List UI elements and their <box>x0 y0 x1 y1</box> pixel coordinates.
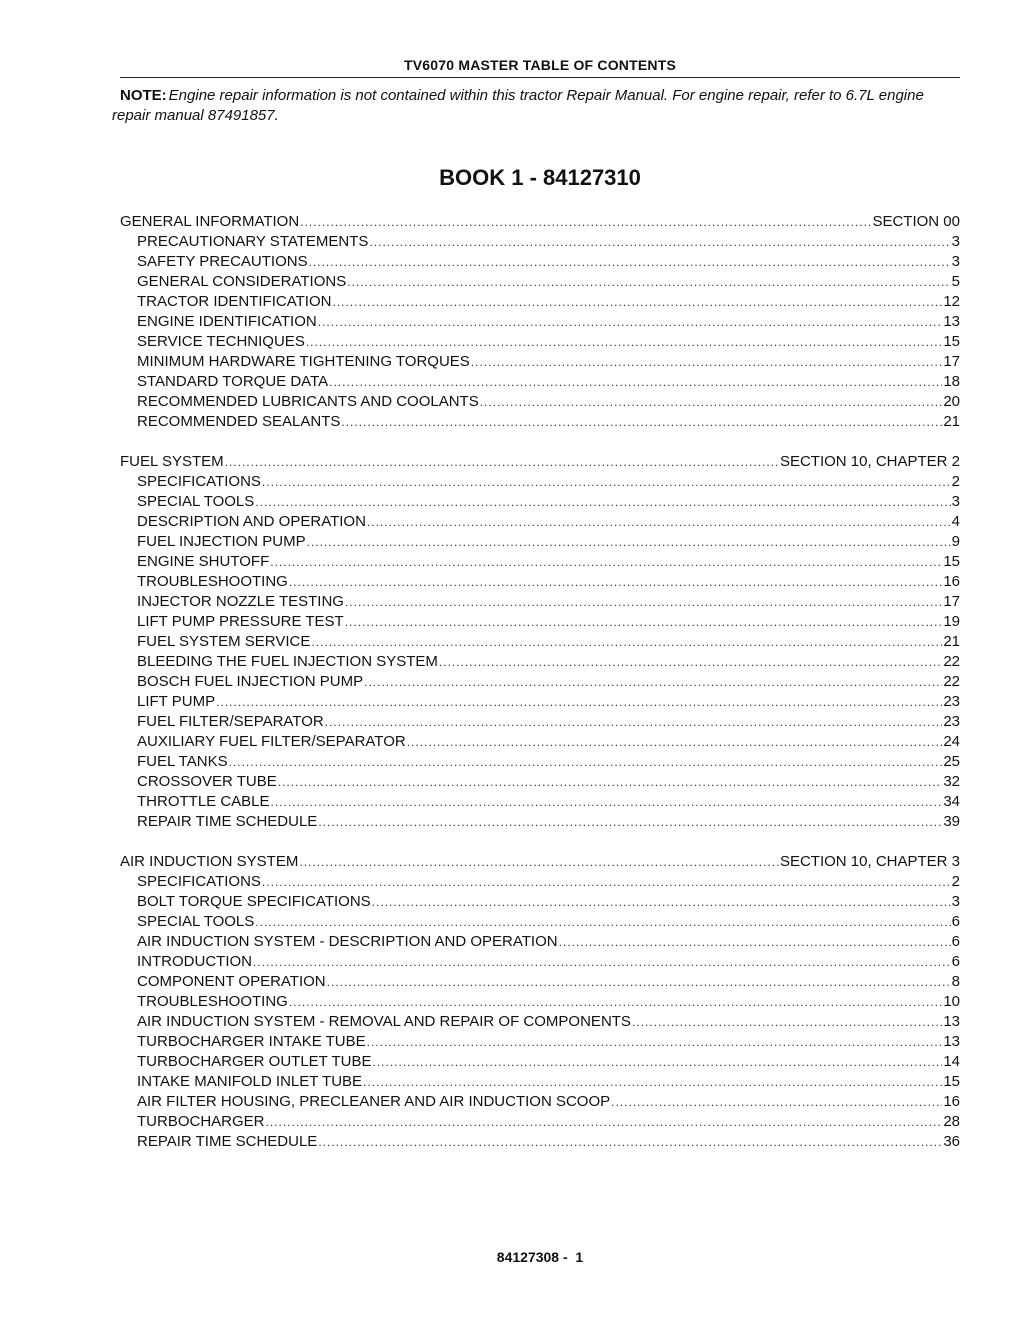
dot-leader <box>480 392 943 412</box>
toc-entry-title: GENERAL CONSIDERATIONS <box>137 273 347 290</box>
toc-entry-page: 6 <box>951 913 960 930</box>
toc-entry[interactable] <box>120 692 960 712</box>
toc-entry-title: BOLT TORQUE SPECIFICATIONS <box>137 893 371 910</box>
dot-leader <box>253 952 951 972</box>
toc-entry[interactable] <box>120 232 960 252</box>
dot-leader <box>255 912 950 932</box>
toc-entry-title: RECOMMENDED SEALANTS <box>137 413 341 430</box>
toc-entry-title: FUEL SYSTEM SERVICE <box>137 633 311 650</box>
dot-leader <box>407 732 943 752</box>
dot-leader <box>332 292 942 312</box>
toc-entry[interactable] <box>120 712 960 732</box>
toc-entry-page: 4 <box>951 513 960 530</box>
dot-leader <box>289 992 942 1012</box>
toc-entry-title: THROTTLE CABLE <box>137 793 270 810</box>
toc-section-heading[interactable] <box>120 852 960 872</box>
dot-leader <box>266 1112 943 1132</box>
dot-leader <box>364 672 942 692</box>
toc-section-title: GENERAL INFORMATION <box>120 213 300 230</box>
toc-entry[interactable] <box>120 872 960 892</box>
toc-entry-page: 2 <box>951 873 960 890</box>
toc-entry[interactable] <box>120 352 960 372</box>
toc-entry[interactable] <box>120 772 960 792</box>
toc-entry-title: COMPONENT OPERATION <box>137 973 326 990</box>
toc-entry[interactable] <box>120 332 960 352</box>
toc-entry-title: CROSSOVER TUBE <box>137 773 277 790</box>
toc-entry[interactable] <box>120 972 960 992</box>
toc-entry-page: 24 <box>943 733 960 750</box>
toc-entry-title: REPAIR TIME SCHEDULE <box>137 813 318 830</box>
toc-entry[interactable] <box>120 632 960 652</box>
toc-entry-title: FUEL TANKS <box>137 753 228 770</box>
dot-leader <box>270 552 942 572</box>
toc-entry[interactable] <box>120 532 960 552</box>
dot-leader <box>345 612 943 632</box>
toc-entry-page: 39 <box>943 813 960 830</box>
dot-leader <box>216 692 942 712</box>
toc-entry[interactable] <box>120 1112 960 1132</box>
dot-leader <box>255 492 950 512</box>
toc-entry-page: 2 <box>951 473 960 490</box>
toc-entry[interactable] <box>120 252 960 272</box>
toc-entry-title: INJECTOR NOZZLE TESTING <box>137 593 344 610</box>
toc-entry-page: 12 <box>943 293 960 310</box>
toc-entry[interactable] <box>120 912 960 932</box>
toc-entry-title: TURBOCHARGER INTAKE TUBE <box>137 1033 366 1050</box>
dot-leader <box>318 812 942 832</box>
toc-entry-title: SERVICE TECHNIQUES <box>137 333 305 350</box>
toc-entry-page: 13 <box>943 313 960 330</box>
toc-section-ref: SECTION 10, CHAPTER 3 <box>779 853 960 870</box>
toc-entry-title: ENGINE SHUTOFF <box>137 553 270 570</box>
toc-entry-page: 8 <box>951 973 960 990</box>
toc-entry-page: 16 <box>943 1093 960 1110</box>
dot-leader <box>367 512 951 532</box>
toc-entry-title: SPECIFICATIONS <box>137 473 261 490</box>
dot-leader <box>345 592 942 612</box>
dot-leader <box>307 532 951 552</box>
toc-entry-title: SAFETY PRECAUTIONS <box>137 253 308 270</box>
dot-leader <box>300 212 871 232</box>
dot-leader <box>229 752 943 772</box>
toc-entry-page: 3 <box>951 493 960 510</box>
toc-entry-page: 32 <box>943 773 960 790</box>
toc-entry-title: FUEL FILTER/SEPARATOR <box>137 713 324 730</box>
toc-entry-title: REPAIR TIME SCHEDULE <box>137 1133 318 1150</box>
dot-leader <box>311 632 942 652</box>
toc-entry-page: 25 <box>943 753 960 770</box>
page-footer-number: 84127308 - 1 <box>496 1249 584 1265</box>
toc-entry-page: 17 <box>943 593 960 610</box>
toc-entry[interactable] <box>120 992 960 1012</box>
toc-entry[interactable] <box>120 1072 960 1092</box>
toc-entry-title: SPECIAL TOOLS <box>137 493 255 510</box>
dot-leader <box>278 772 943 792</box>
table-of-contents <box>120 212 960 1172</box>
toc-entry-title: TURBOCHARGER OUTLET TUBE <box>137 1053 372 1070</box>
toc-entry[interactable] <box>120 892 960 912</box>
toc-entry-page: 5 <box>951 273 960 290</box>
toc-entry-title: LIFT PUMP PRESSURE TEST <box>137 613 344 630</box>
dot-leader <box>341 412 942 432</box>
toc-entry-title: RECOMMENDED LUBRICANTS AND COOLANTS <box>137 393 479 410</box>
toc-entry[interactable] <box>120 592 960 612</box>
toc-entry-page: 34 <box>943 793 960 810</box>
dot-leader <box>289 572 942 592</box>
toc-entry-page: 16 <box>943 573 960 590</box>
toc-entry-page: 17 <box>943 353 960 370</box>
toc-entry-page: 10 <box>943 993 960 1010</box>
toc-section-heading[interactable] <box>120 212 960 232</box>
toc-entry[interactable] <box>120 1132 960 1152</box>
toc-entry[interactable] <box>120 652 960 672</box>
toc-entry[interactable] <box>120 472 960 492</box>
dot-leader <box>262 872 951 892</box>
toc-entry-title: TROUBLESHOOTING <box>137 993 288 1010</box>
toc-section-heading[interactable] <box>120 452 960 472</box>
dot-leader <box>318 312 943 332</box>
dot-leader <box>369 232 950 252</box>
toc-entry-page: 36 <box>943 1133 960 1150</box>
toc-entry[interactable] <box>120 952 960 972</box>
dot-leader <box>318 1132 942 1152</box>
toc-entry-page: 19 <box>943 613 960 630</box>
toc-entry[interactable] <box>120 672 960 692</box>
dot-leader <box>327 972 951 992</box>
toc-entry-page: 15 <box>943 553 960 570</box>
dot-leader <box>439 652 942 672</box>
toc-entry-title: FUEL INJECTION PUMP <box>137 533 306 550</box>
toc-entry-title: LIFT PUMP <box>137 693 216 710</box>
toc-entry-title: MINIMUM HARDWARE TIGHTENING TORQUES <box>137 353 470 370</box>
toc-entry[interactable] <box>120 372 960 392</box>
dot-leader <box>329 372 942 392</box>
toc-entry[interactable] <box>120 1052 960 1072</box>
toc-entry-page: 3 <box>951 233 960 250</box>
book-title: BOOK 1 - 84127310 <box>439 165 641 190</box>
toc-entry[interactable] <box>120 312 960 332</box>
engine-repair-note <box>112 86 962 126</box>
toc-entry[interactable] <box>120 732 960 752</box>
toc-entry-page: 14 <box>943 1053 960 1070</box>
toc-entry[interactable] <box>120 572 960 592</box>
toc-entry-title: TURBOCHARGER <box>137 1113 265 1130</box>
toc-entry-title: PRECAUTIONARY STATEMENTS <box>137 233 369 250</box>
dot-leader <box>363 1072 942 1092</box>
toc-entry-title: DESCRIPTION AND OPERATION <box>137 513 366 530</box>
toc-entry-page: 3 <box>951 253 960 270</box>
dot-leader <box>299 852 779 872</box>
toc-section-ref: SECTION 10, CHAPTER 2 <box>779 453 960 470</box>
toc-entry-title: BLEEDING THE FUEL INJECTION SYSTEM <box>137 653 438 670</box>
toc-entry[interactable] <box>120 1092 960 1112</box>
toc-entry-page: 22 <box>943 653 960 670</box>
toc-entry[interactable] <box>120 812 960 832</box>
toc-entry-title: STANDARD TORQUE DATA <box>137 373 329 390</box>
toc-section-general-information <box>120 212 960 432</box>
toc-entry-title: INTRODUCTION <box>137 953 252 970</box>
toc-entry[interactable] <box>120 612 960 632</box>
toc-entry-title: AIR FILTER HOUSING, PRECLEANER AND AIR INDUCTION SCOOP <box>137 1093 611 1110</box>
dot-leader <box>632 1012 942 1032</box>
dot-leader <box>372 892 951 912</box>
toc-entry[interactable] <box>120 1012 960 1032</box>
toc-entry[interactable] <box>120 292 960 312</box>
toc-entry-page: 20 <box>943 393 960 410</box>
toc-entry-page: 6 <box>951 933 960 950</box>
toc-entry-page: 15 <box>943 333 960 350</box>
header-divider <box>120 77 960 78</box>
toc-section-fuel-system <box>120 452 960 832</box>
dot-leader <box>325 712 943 732</box>
toc-entry-title: TRACTOR IDENTIFICATION <box>137 293 332 310</box>
toc-entry-title: TROUBLESHOOTING <box>137 573 288 590</box>
dot-leader <box>611 1092 942 1112</box>
toc-entry-page: 21 <box>943 413 960 430</box>
page-header-title: TV6070 MASTER TABLE OF CONTENTS <box>404 57 676 73</box>
dot-leader <box>262 472 951 492</box>
dot-leader <box>271 792 943 812</box>
dot-leader <box>367 1032 943 1052</box>
toc-entry-title: INTAKE MANIFOLD INLET TUBE <box>137 1073 363 1090</box>
toc-entry-page: 23 <box>943 693 960 710</box>
toc-entry-page: 15 <box>943 1073 960 1090</box>
toc-entry[interactable] <box>120 752 960 772</box>
toc-entry-title: SPECIFICATIONS <box>137 873 261 890</box>
toc-entry-page: 18 <box>943 373 960 390</box>
toc-entry-page: 9 <box>951 533 960 550</box>
toc-entry-page: 3 <box>951 893 960 910</box>
dot-leader <box>559 932 951 952</box>
toc-entry-page: 23 <box>943 713 960 730</box>
toc-entry-page: 28 <box>943 1113 960 1130</box>
toc-entry-title: AIR INDUCTION SYSTEM - REMOVAL AND REPAIR OF COMPONENTS <box>137 1013 631 1030</box>
toc-entry-page: 13 <box>943 1033 960 1050</box>
toc-entry-title: AUXILIARY FUEL FILTER/SEPARATOR <box>137 733 406 750</box>
dot-leader <box>225 452 779 472</box>
toc-entry-title: AIR INDUCTION SYSTEM - DESCRIPTION AND OPERATION <box>137 933 558 950</box>
toc-entry[interactable] <box>120 272 960 292</box>
toc-entry[interactable] <box>120 392 960 412</box>
dot-leader <box>347 272 950 292</box>
toc-entry-page: 22 <box>943 673 960 690</box>
toc-section-title: AIR INDUCTION SYSTEM <box>120 853 299 870</box>
toc-entry-title: SPECIAL TOOLS <box>137 913 255 930</box>
toc-entry-title: BOSCH FUEL INJECTION PUMP <box>137 673 364 690</box>
toc-section-air-induction-system <box>120 852 960 1152</box>
dot-leader <box>306 332 942 352</box>
toc-entry-title: ENGINE IDENTIFICATION <box>137 313 317 330</box>
toc-entry-page: 6 <box>951 953 960 970</box>
dot-leader <box>309 252 951 272</box>
toc-entry-page: 21 <box>943 633 960 650</box>
toc-entry[interactable] <box>120 552 960 572</box>
dot-leader <box>372 1052 942 1072</box>
toc-section-title: FUEL SYSTEM <box>120 453 224 470</box>
toc-entry[interactable] <box>120 492 960 512</box>
toc-entry-page: 13 <box>943 1013 960 1030</box>
note-label: NOTE: <box>120 87 167 104</box>
toc-entry[interactable] <box>120 932 960 952</box>
toc-section-ref: SECTION 00 <box>872 213 960 230</box>
dot-leader <box>471 352 943 372</box>
note-text: Engine repair information is not contained within this tractor Repair Manual. For engine repair, refer to 6.7L engine repair manual 87491857. <box>112 87 924 124</box>
toc-entry[interactable] <box>120 512 960 532</box>
toc-entry[interactable] <box>120 1032 960 1052</box>
toc-entry[interactable] <box>120 792 960 812</box>
toc-entry[interactable] <box>120 412 960 432</box>
